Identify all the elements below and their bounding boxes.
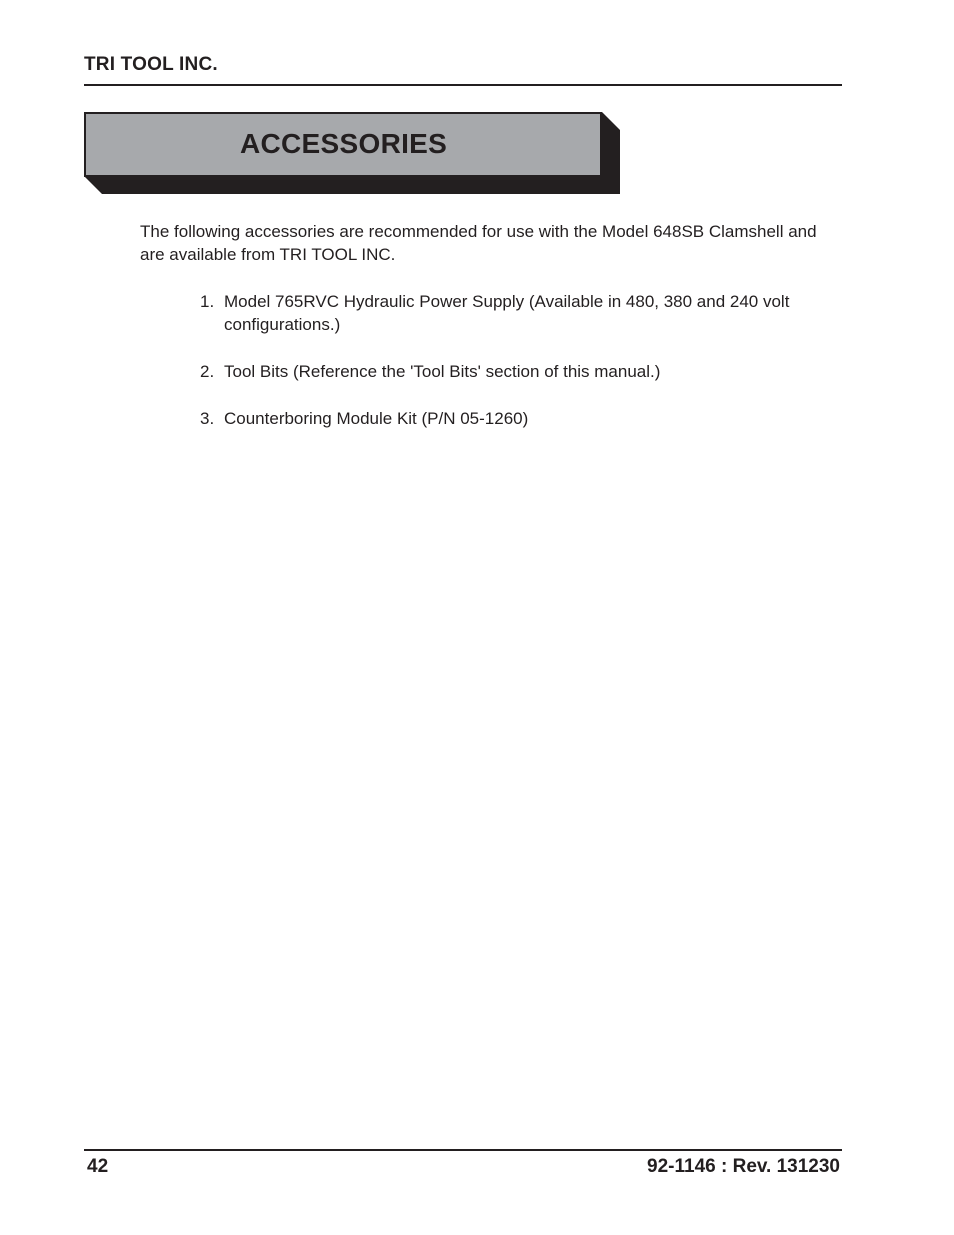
intro-text: The following accessories are recommended for use with the Model 648SB Clamshell and are available from TRI TOOL INC. [140, 222, 817, 264]
list-item-number: 1. [200, 292, 215, 311]
document-revision: 92-1146 : Rev. 131230 [647, 1156, 840, 1177]
list-item [200, 407, 840, 430]
section-title-banner [84, 112, 620, 194]
company-name: TRI TOOL INC. [84, 54, 218, 75]
list-item-text: Model 765RVC Hydraulic Power Supply (Available in 480, 380 and 240 volt configurations.) [224, 292, 790, 334]
accessories-list [200, 290, 840, 454]
footer-divider [84, 1149, 842, 1151]
list-item-number: 2. [200, 362, 215, 381]
header-divider [84, 84, 842, 86]
list-item [200, 360, 840, 383]
list-item [200, 290, 840, 336]
list-item-text: Counterboring Module Kit (P/N 05-1260) [224, 409, 529, 428]
section-title: ACCESSORIES [240, 128, 448, 159]
list-item-text: Tool Bits (Reference the 'Tool Bits' section of this manual.) [224, 362, 661, 381]
page-number: 42 [87, 1156, 109, 1177]
list-item-number: 3. [200, 409, 215, 428]
intro-paragraph [140, 220, 820, 266]
